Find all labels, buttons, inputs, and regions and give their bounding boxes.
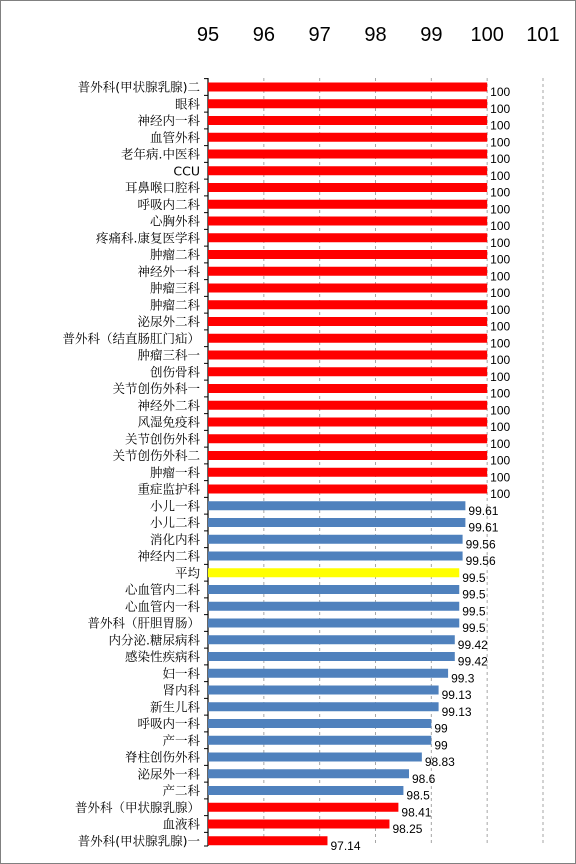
bar <box>208 351 487 360</box>
x-tick-label: 97 <box>308 24 331 46</box>
bar <box>208 719 431 728</box>
category-label: 关节创伤外科二 <box>112 448 200 463</box>
data-label: 98.25 <box>392 822 423 836</box>
category-label: 创伤骨科 <box>149 364 200 380</box>
data-label: 100 <box>490 85 511 99</box>
bar <box>208 686 439 695</box>
category-label: 耳鼻喉口腔科 <box>124 180 200 195</box>
category-label: 关节创伤外科一 <box>112 381 200 396</box>
category-label: 老年病.中医科 <box>121 146 200 162</box>
category-label: 神经外二科 <box>137 397 200 413</box>
bar <box>208 552 463 561</box>
category-label: 风湿免疫科 <box>137 414 200 430</box>
data-label: 100 <box>490 152 511 166</box>
data-label: 99.13 <box>441 688 472 702</box>
bar <box>208 736 431 745</box>
bar <box>208 401 487 410</box>
category-label: 心血管内一科 <box>124 598 200 614</box>
bar <box>208 418 487 427</box>
category-label: 产二科 <box>162 783 200 798</box>
category-label: 呼吸内二科 <box>137 196 200 212</box>
bar <box>208 434 487 443</box>
data-label: 100 <box>490 386 511 401</box>
data-label: 99 <box>434 721 448 736</box>
bar <box>208 786 403 795</box>
data-label: 98.41 <box>401 805 432 820</box>
data-label: 100 <box>490 286 511 300</box>
data-label: 99.5 <box>462 570 486 585</box>
category-label: 肿瘤三科 <box>149 280 200 296</box>
category-label: 妇一科 <box>162 665 200 681</box>
data-label: 100 <box>490 168 511 183</box>
bar <box>208 233 487 242</box>
data-label: 99.56 <box>465 554 496 568</box>
bar <box>208 535 463 544</box>
data-label: 97.14 <box>330 838 361 853</box>
category-label: 关节创伤外科 <box>124 431 200 447</box>
bar <box>208 317 487 326</box>
category-label: 眼科 <box>174 96 200 112</box>
data-label: 99.42 <box>457 654 488 669</box>
category-label: 小儿二科 <box>149 515 200 530</box>
category-label: 肿瘤二科 <box>149 297 200 313</box>
data-label: 100 <box>490 185 511 200</box>
category-label: 平均 <box>174 565 200 581</box>
category-label: 泌尿外二科 <box>137 314 200 329</box>
data-label: 100 <box>490 353 511 367</box>
data-label: 99.5 <box>462 587 486 602</box>
bar <box>208 367 487 376</box>
data-label: 100 <box>490 470 511 485</box>
data-label: 100 <box>490 403 511 418</box>
bar <box>208 485 487 494</box>
x-tick-label: 95 <box>196 24 220 46</box>
data-label: 100 <box>490 269 511 284</box>
x-tick-label: 96 <box>252 24 275 46</box>
category-label: CCU <box>173 163 200 179</box>
bar <box>208 267 487 276</box>
category-label: 普外科（肝胆胃肠） <box>87 615 200 631</box>
data-label: 100 <box>490 487 511 501</box>
bar <box>208 602 459 611</box>
data-label: 98.5 <box>406 788 430 803</box>
bar <box>208 150 487 159</box>
bar <box>208 820 389 829</box>
bar <box>208 836 327 845</box>
bar <box>208 384 487 393</box>
data-label: 100 <box>490 135 511 150</box>
bar <box>208 619 459 628</box>
bar <box>208 501 465 510</box>
category-label: 泌尿外一科 <box>137 766 200 782</box>
category-label: 新生儿科 <box>149 699 200 715</box>
bar <box>208 468 487 477</box>
category-label: 内分泌.糖尿病科 <box>108 632 200 648</box>
data-label: 99.56 <box>465 537 496 552</box>
category-label: 小儿一科 <box>149 498 200 514</box>
data-label: 100 <box>490 319 511 334</box>
bar <box>208 635 455 644</box>
category-label: 脊柱创伤外科 <box>124 749 200 765</box>
data-label: 100 <box>490 369 511 384</box>
data-label: 99.5 <box>462 604 486 619</box>
category-label: 心血管内二科 <box>124 582 200 597</box>
bar <box>208 753 422 762</box>
category-label: 感染性疾病科 <box>124 649 200 664</box>
category-label: 普外科（甲状腺乳腺） <box>74 799 200 815</box>
category-label: 肿瘤三科一 <box>137 347 200 363</box>
category-label: 神经内二科 <box>137 548 200 564</box>
category-label: 疼痛科.康复医学科 <box>96 230 200 246</box>
data-label: 100 <box>490 118 511 133</box>
data-label: 100 <box>490 219 511 233</box>
category-label: 肿瘤一科 <box>149 464 200 480</box>
bar <box>208 334 487 343</box>
category-label: 血液科 <box>162 816 200 832</box>
category-label: 消化内科 <box>149 531 200 547</box>
bar <box>208 585 459 594</box>
bar <box>208 217 487 226</box>
bar <box>208 451 487 460</box>
data-label: 99.61 <box>468 503 499 518</box>
bar <box>208 166 487 175</box>
category-label: 神经内一科 <box>137 113 200 128</box>
bar <box>208 803 398 812</box>
data-label: 100 <box>490 252 511 267</box>
data-label: 99 <box>434 738 448 753</box>
x-tick-label: 99 <box>420 24 443 46</box>
category-label: 神经外一科 <box>137 263 200 279</box>
data-label: 100 <box>490 453 511 468</box>
category-label: 肿瘤二科 <box>149 247 200 262</box>
bar <box>208 769 409 778</box>
bar <box>208 200 487 209</box>
category-label: 普外科（结直肠肛门疝） <box>62 330 200 346</box>
data-label: 100 <box>490 235 511 250</box>
data-label: 100 <box>490 436 511 451</box>
bar <box>208 669 448 678</box>
category-label: 肾内科 <box>162 682 200 698</box>
bar <box>208 183 487 192</box>
x-tick-label: 98 <box>364 24 387 46</box>
data-label: 99.42 <box>457 637 488 652</box>
bar <box>208 568 459 577</box>
data-label: 100 <box>490 101 511 116</box>
x-tick-label: 101 <box>526 24 560 46</box>
data-label: 100 <box>490 302 511 317</box>
data-label: 99.5 <box>462 621 486 635</box>
bar <box>208 518 465 527</box>
bar <box>208 284 487 293</box>
data-label: 98.83 <box>424 755 455 769</box>
bar <box>208 652 455 661</box>
data-label: 99.3 <box>451 671 475 686</box>
bar <box>208 702 439 711</box>
data-label: 100 <box>490 420 511 434</box>
data-label: 99.13 <box>441 704 472 719</box>
bar <box>208 83 487 92</box>
category-label: 普外科(甲状腺乳腺)一 <box>77 833 200 849</box>
category-label: 产一科 <box>162 732 200 748</box>
bar <box>208 116 487 125</box>
category-label: 重症监护科 <box>137 481 200 497</box>
data-label: 99.61 <box>468 520 499 535</box>
category-label: 血管外科 <box>149 129 200 145</box>
category-label: 普外科(甲状腺乳腺)二 <box>77 79 200 95</box>
category-label: 心胸外科 <box>149 213 200 229</box>
bar <box>208 133 487 142</box>
data-label: 100 <box>490 202 511 217</box>
bar <box>208 99 487 108</box>
data-label: 98.6 <box>412 771 436 786</box>
data-label: 100 <box>490 336 511 351</box>
x-tick-label: 100 <box>470 24 504 46</box>
category-label: 呼吸内一科 <box>137 716 200 731</box>
bar <box>208 300 487 309</box>
bar <box>208 250 487 259</box>
